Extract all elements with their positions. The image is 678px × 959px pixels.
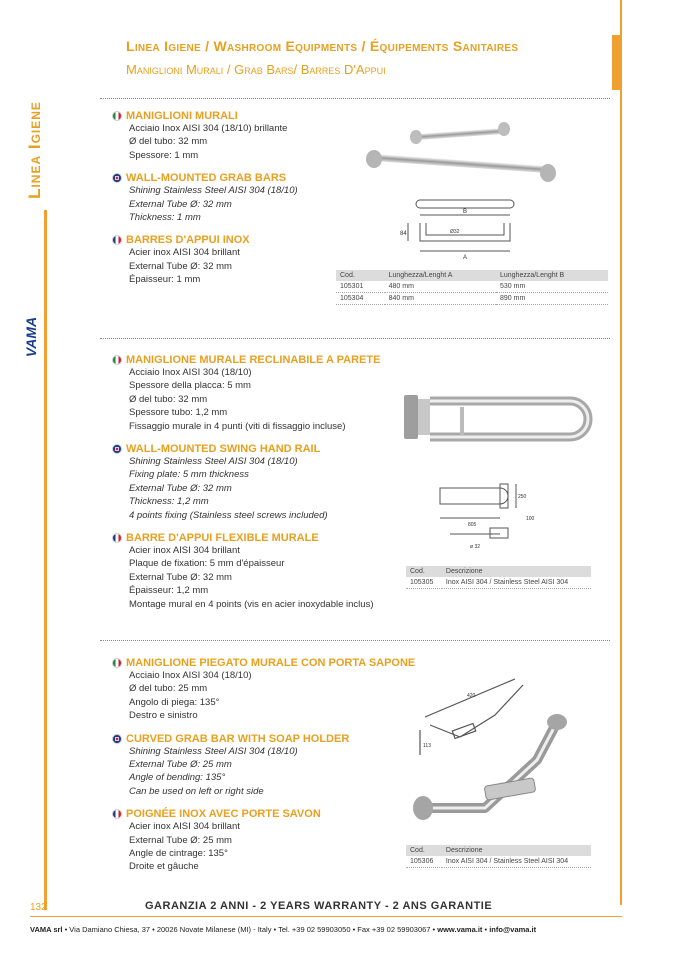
table-cell: 105305 [406, 577, 442, 589]
grab-bars-photo [360, 115, 570, 195]
spec-line: Épaisseur: 1 mm [129, 274, 201, 286]
table-header: Lunghezza/Lenght B [496, 270, 608, 281]
product-table [336, 270, 608, 305]
spec-line: Spessore: 1 mm [129, 149, 199, 161]
company-address: • Via Damiano Chiesa, 37 • 20026 Novate Milanese (MI) - Italy • Tel. +39 02 59903050 • Fax +39 02 59903067 • [62, 925, 438, 934]
product-table [406, 566, 591, 589]
product-title-en: WALL-MOUNTED GRAB BARS [126, 172, 287, 185]
spec-line: Angolo di piega: 135° [129, 696, 220, 708]
spec-line: Fissaggio murale in 4 punti (viti di fissaggio incluse) [129, 420, 346, 432]
italy-flag-icon [112, 111, 122, 121]
spec-line: Acier inox AISI 304 brillant [129, 545, 240, 557]
right-accent-block [612, 35, 622, 90]
footer-contact [30, 925, 536, 934]
table-header: Lunghezza/Lenght A [385, 270, 496, 281]
spec-line: Acier inox AISI 304 brillant [129, 247, 240, 259]
spec-line: Angle of bending: 135° [129, 772, 226, 784]
right-divider [620, 0, 622, 905]
separator [100, 98, 610, 99]
spec-line: External Tube Ø: 32 mm [129, 198, 232, 210]
table-header: Descrizione [442, 845, 591, 856]
table-header: Cod. [406, 845, 442, 856]
email-link[interactable]: info@vama.it [489, 925, 537, 934]
grab-bars-diagram [390, 195, 530, 265]
diagram-dim-length: 420 [467, 693, 476, 699]
spec-line: Ø del tubo: 25 mm [129, 683, 208, 695]
spec-line: Spessore tubo: 1,2 mm [129, 407, 228, 419]
product-title-it: MANIGLIONE MURALE RECLINABILE A PARETE [126, 354, 381, 366]
company-name: VAMA srl [30, 925, 63, 934]
table-cell: Inox AISI 304 / Stainless Steel AISI 304 [442, 577, 591, 589]
side-divider [44, 210, 47, 910]
spec-line: Ø del tubo: 32 mm [129, 136, 208, 148]
spec-line: Thickness: 1,2 mm [129, 496, 209, 508]
spec-line: Ø del tubo: 32 mm [129, 393, 208, 405]
product-swing-rail [112, 354, 422, 621]
table-header: Descrizione [442, 566, 591, 577]
spec-line: Droite et gâuche [129, 861, 199, 873]
diagram-label-a: A [463, 255, 468, 261]
product-title-fr: BARRE D'APPUI FLEXIBLE MURALE [126, 532, 319, 545]
spec-line: Shining Stainless Steel AISI 304 (18/10) [129, 185, 298, 197]
spec-line: Thickness: 1 mm [129, 212, 201, 224]
brand-logo-text: VAMA [23, 316, 39, 358]
spec-line: Fixing plate: 5 mm thickness [129, 469, 249, 481]
france-flag-icon [112, 235, 122, 245]
swing-rail-photo [400, 385, 600, 455]
product-curved-bar [112, 657, 422, 884]
france-flag-icon [112, 533, 122, 543]
table-cell: Inox AISI 304 / Stainless Steel AISI 304 [442, 856, 591, 868]
spec-line: Shining Stainless Steel AISI 304 (18/10) [129, 745, 298, 757]
table-cell: 890 mm [496, 293, 608, 305]
page-number: 132 [30, 902, 47, 913]
table-cell: 480 mm [385, 281, 496, 293]
separator [100, 338, 610, 339]
page-subtitle: Maniglioni Murali / Grab Bars/ Barres D'Appui [126, 62, 386, 77]
spec-line: External Tube Ø: 32 mm [129, 482, 232, 494]
spec-line: Acciaio Inox AISI 304 (18/10) brillante [129, 123, 288, 134]
table-cell: 105306 [406, 856, 442, 868]
spec-line: Épaisseur: 1,2 mm [129, 585, 209, 597]
product-title-fr: BARRES D'APPUI INOX [126, 234, 250, 247]
spec-line: Shining Stainless Steel AISI 304 (18/10) [129, 456, 298, 468]
product-title-it: MANIGLIONI MURALI [126, 110, 238, 122]
spec-line: External Tube Ø: 25 mm [129, 759, 232, 771]
product-title-it: MANIGLIONE PIEGATO MURALE CON PORTA SAPONE [126, 657, 416, 669]
table-cell: 105301 [336, 281, 385, 293]
spec-line: Acier inox AISI 304 brillant [129, 821, 240, 833]
website-link[interactable]: www.vama.it [437, 925, 483, 934]
brand-logo [18, 312, 44, 362]
spec-line: 4 points fixing (Stainless steel screws included) [129, 509, 328, 521]
diagram-dim-diameter: Ø32 [450, 229, 460, 235]
diagram-dim-height: 250 [518, 494, 527, 500]
diagram-label-b: B [463, 209, 468, 215]
italy-flag-icon [112, 355, 122, 365]
curved-bar-photo [405, 712, 590, 832]
footer-separator: • [482, 925, 490, 934]
spec-line: External Tube Ø: 25 mm [129, 834, 232, 846]
diagram-dim-diameter: ø 32 [470, 544, 481, 550]
spec-line: Acciaio Inox AISI 304 (18/10) [129, 367, 252, 378]
spec-line: Can be used on left or right side [129, 785, 264, 797]
side-label-text: Linea Igiene [25, 101, 44, 199]
uk-flag-icon [112, 173, 122, 183]
table-cell: 530 mm [496, 281, 608, 293]
product-table [406, 845, 591, 868]
spec-line: Angle de cintrage: 135° [129, 848, 228, 860]
uk-flag-icon [112, 444, 122, 454]
uk-flag-icon [112, 734, 122, 744]
table-cell: 840 mm [385, 293, 496, 305]
swing-rail-diagram [430, 478, 550, 553]
warranty-text: GARANZIA 2 ANNI - 2 YEARS WARRANTY - 2 ANS GARANTIE [145, 900, 493, 912]
diagram-dim-depth: 113 [423, 743, 431, 749]
spec-line: Acciaio Inox AISI 304 (18/10) [129, 670, 252, 681]
product-title-fr: POIGNÉE INOX AVEC PORTE SAVON [126, 808, 321, 821]
table-header: Cod. [336, 270, 385, 281]
page-title: Linea Igiene / Washroom Equipments / Équipements Sanitaires [126, 38, 519, 54]
diagram-dim-plate: 100 [526, 516, 535, 522]
france-flag-icon [112, 809, 122, 819]
spec-line: External Tube Ø: 32 mm [129, 571, 232, 583]
diagram-dim-width: 805 [468, 522, 477, 528]
spec-line: Plaque de fixation: 5 mm d'épaisseur [129, 558, 285, 570]
spec-line: Montage mural en 4 points (vis en acier inoxydable inclus) [129, 598, 374, 610]
italy-flag-icon [112, 658, 122, 668]
footer-divider [30, 916, 622, 917]
spec-line: External Tube Ø: 32 mm [129, 260, 232, 272]
spec-line: Destro e sinistro [129, 710, 198, 722]
diagram-dim-height: 84 [400, 231, 407, 237]
spec-line: Spessore della placca: 5 mm [129, 380, 251, 392]
product-title-en: WALL-MOUNTED SWING HAND RAIL [126, 443, 321, 456]
table-cell: 105304 [336, 293, 385, 305]
product-title-en: CURVED GRAB BAR WITH SOAP HOLDER [126, 732, 350, 745]
side-section-label [20, 80, 50, 220]
table-header: Cod. [406, 566, 442, 577]
separator [100, 640, 610, 641]
